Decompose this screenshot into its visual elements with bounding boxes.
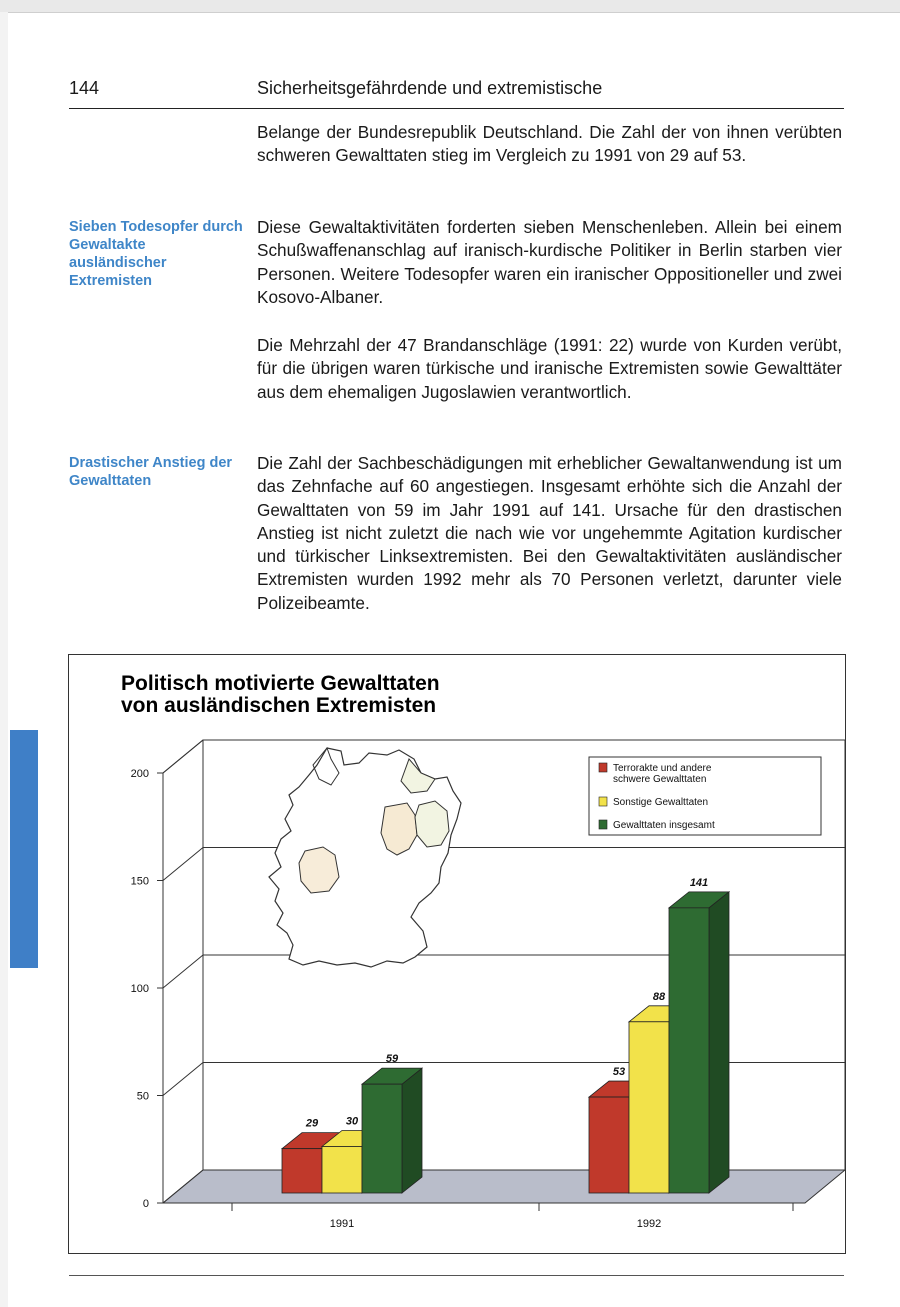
x-tick-label: 1991 xyxy=(329,1218,355,1230)
chart-title-line-1: Politisch motivierte Gewalttaten xyxy=(121,672,440,695)
grid-line-side xyxy=(163,1063,203,1096)
scan-left-border xyxy=(0,12,8,1307)
page-number: 144 xyxy=(69,78,100,98)
legend-label: schwere Gewalttaten xyxy=(613,774,707,785)
data-label: 53 xyxy=(612,1066,626,1079)
footer-rule xyxy=(69,1275,844,1276)
data-label: 141 xyxy=(689,876,709,889)
margin-note-todesopfer: Sieben Todesopfer durch Gewaltakte ausländischer Extremisten xyxy=(69,219,243,289)
scan-top-border xyxy=(0,0,900,12)
data-label: 30 xyxy=(345,1115,359,1128)
bar-chart xyxy=(69,655,845,1253)
bar xyxy=(282,1149,322,1193)
grid-line-side xyxy=(163,955,203,988)
paragraph-2: Diese Gewaltaktivitäten forderten sieben Menschenleben. Allein bei einem Schußwaffenanschlag auf iranisch-kurdische Politiker in Berlin starben vier Personen. Weitere Todesopfer waren ein iranischer Oppositioneller und zwei Kosovo-Albaner. xyxy=(257,217,842,307)
y-tick-label: 100 xyxy=(130,983,149,995)
legend-label: Terrorakte und andere xyxy=(613,763,712,774)
data-label: 59 xyxy=(385,1053,399,1066)
paragraph-3: Die Mehrzahl der 47 Brandanschläge (1991: 22) wurde von Kurden verübt, für die übrigen waren türkische und iranische Extremisten sowie Gewalttäter aus dem ehemaligen Jugoslawien verantwortlich. xyxy=(257,335,842,402)
header-rule xyxy=(69,108,844,109)
grid-line-side xyxy=(163,848,203,881)
chart-frame xyxy=(68,654,846,1254)
bar-side xyxy=(709,892,729,1193)
y-tick-label: 200 xyxy=(130,768,149,780)
bar xyxy=(669,908,709,1193)
bar xyxy=(362,1084,402,1193)
y-tick-label: 50 xyxy=(136,1090,149,1103)
x-tick-label: 1992 xyxy=(636,1218,662,1230)
grid-line-side xyxy=(163,740,203,773)
scan-top-line xyxy=(0,12,900,13)
legend-swatch xyxy=(599,797,607,806)
bar xyxy=(322,1147,362,1194)
legend-swatch xyxy=(599,763,607,772)
chart-floor xyxy=(163,1170,845,1203)
bar-side xyxy=(402,1068,422,1193)
y-tick-label: 0 xyxy=(142,1198,149,1210)
margin-note-anstieg: Drastischer Anstieg der Gewalttaten xyxy=(69,455,233,489)
data-label: 88 xyxy=(652,990,666,1003)
chart-title-line-2: von ausländischen Extremisten xyxy=(121,694,437,717)
y-tick-label: 150 xyxy=(130,875,149,888)
chapter-tab-marker xyxy=(10,730,38,968)
legend-swatch xyxy=(599,820,607,829)
running-title: Sicherheitsgefährdende und extremistische xyxy=(257,78,603,98)
bar xyxy=(629,1022,669,1193)
legend-label: Sonstige Gewalttaten xyxy=(613,797,709,808)
paragraph-1: Belange der Bundesrepublik Deutschland. Die Zahl der von ihnen verübten schweren Gewalttaten stieg im Vergleich zu 1991 von 29 auf 53. xyxy=(257,122,842,166)
legend-label: Gewalttaten insgesamt xyxy=(613,820,715,831)
bar xyxy=(589,1097,629,1193)
data-label: 29 xyxy=(305,1117,319,1130)
chart-legend xyxy=(589,757,821,835)
paragraph-4: Die Zahl der Sachbeschädigungen mit erheblicher Gewaltanwendung ist um das Zehnfache auf 60 angestiegen. Insgesamt erhöhte sich die Anzahl der Gewalttaten von 59 im Jahr 1991 auf 141. Ursache für den drastischen Anstieg ist nicht zuletzt die nach wie vor ungehemmte Agitation kurdischer und türkischer Linksextremisten. Bei den Gewaltaktivitäten ausländischer Extremisten wurden 1992 mehr als 70 Personen verletzt, darunter viele Polizeibeamte. xyxy=(257,453,842,613)
